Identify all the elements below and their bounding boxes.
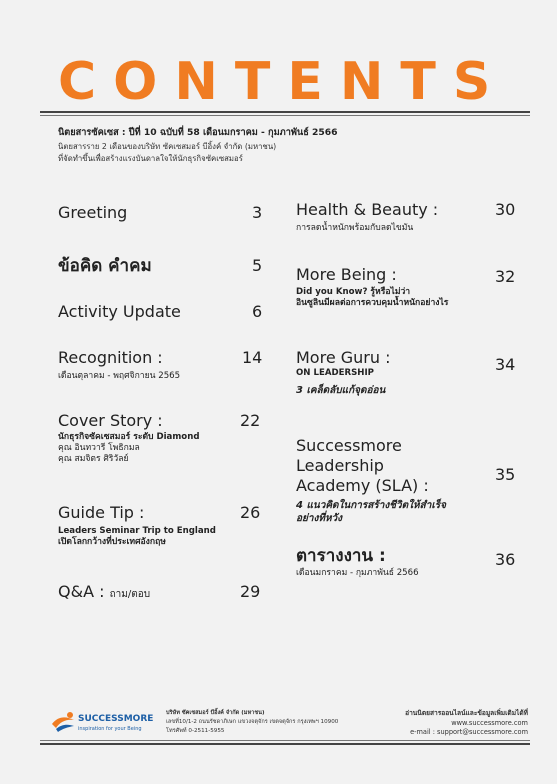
entry-subtitle: อินซูลินมีผลต่อการควบคุมน้ำหนักอย่างไร <box>296 298 449 308</box>
magazine-issue-line: นิตยสารซัคเซส : ปีที่ 10 ฉบับที่ 58 เดือนมกราคม - กุมภาพันธ์ 2566 <box>58 127 338 138</box>
page-number: 36 <box>495 550 516 569</box>
toc-entry-qa[interactable] <box>58 582 150 605</box>
entry-subtitle: คุณ สมจิตร ศิริวัลย์ <box>58 454 129 464</box>
toc-entry-schedule[interactable] <box>296 546 419 579</box>
page-number: 29 <box>240 582 261 601</box>
toc-entry-more-being[interactable] <box>296 265 448 309</box>
entry-title: Cover Story : <box>58 411 163 430</box>
entry-title: Leadership <box>296 456 384 475</box>
page-number: 22 <box>240 411 261 430</box>
company-name: บริษัท ซัคเซสมอร์ บีอิ้งค์ จำกัด (มหาชน) <box>166 710 265 716</box>
entry-title: Q&A : <box>58 582 105 601</box>
page-number: 30 <box>495 200 516 219</box>
toc-entry-thought[interactable] <box>58 256 152 276</box>
entry-subtitle: ON LEADERSHIP <box>296 368 374 378</box>
entry-title: ข้อคิด คำคม <box>58 256 152 276</box>
page-number: 34 <box>495 355 516 374</box>
bottom-divider <box>40 740 530 745</box>
toc-entry-cover-story[interactable] <box>58 411 199 465</box>
page-title: CONTENTS <box>58 52 508 112</box>
page-number: 5 <box>252 256 263 275</box>
page-number: 35 <box>495 465 516 484</box>
toc-entry-more-guru[interactable] <box>296 348 390 397</box>
entry-subtitle: เดือนตุลาคม - พฤศจิกายน 2565 <box>58 371 181 381</box>
entry-subtitle: เดือนมกราคม - กุมภาพันธ์ 2566 <box>296 568 419 578</box>
logo-name: SUCCESSMORE <box>78 714 154 724</box>
entry-subtitle: 4 แนวคิดในการสร้างชีวิตให้สำเร็จ <box>296 500 446 511</box>
page-number: 3 <box>252 203 263 222</box>
toc-entry-guide-tip[interactable] <box>58 503 216 548</box>
toc-entry-activity[interactable] <box>58 302 181 322</box>
online-caption: อ่านนิตยสารออนไลน์และข้อมูลเพิ่มเติมได้ที่ <box>405 709 528 717</box>
entry-subtitle: 3 เคล็ดลับแก้จุดอ่อน <box>296 385 386 396</box>
toc-entry-sla[interactable] <box>296 436 446 525</box>
magazine-description-1: นิตยสารราย 2 เดือนของบริษัท ซัคเซสมอร์ บีอิ้งค์ จำกัด (มหาชน) <box>58 142 277 151</box>
page-number: 26 <box>240 503 261 522</box>
email-link[interactable]: e-mail : support@successmore.com <box>410 728 528 736</box>
toc-entry-health-beauty[interactable] <box>296 200 438 234</box>
entry-title: Greeting <box>58 203 128 222</box>
entry-title: ตารางงาน : <box>296 546 386 566</box>
entry-subtitle: อย่างที่หวัง <box>296 513 343 524</box>
top-divider <box>40 111 530 116</box>
entry-title: Guide Tip : <box>58 503 145 522</box>
toc-entry-greeting[interactable] <box>58 203 127 223</box>
entry-title: Successmore <box>296 436 402 455</box>
entry-subtitle: คุณ อินทวารี โพธิกมล <box>58 443 140 453</box>
entry-title: Activity Update <box>58 302 181 321</box>
entry-title: Health & Beauty : <box>296 200 439 219</box>
page-number: 6 <box>252 302 263 321</box>
entry-title: More Guru : <box>296 348 391 367</box>
entry-title: More Being : <box>296 265 397 284</box>
entry-suffix: ถาม/ตอบ <box>109 589 151 600</box>
entry-subtitle: Leaders Seminar Trip to England <box>58 526 216 536</box>
successmore-logo-icon <box>50 710 76 732</box>
entry-title: Recognition : <box>58 348 163 367</box>
page-number: 14 <box>242 348 263 367</box>
entry-title: Academy (SLA) : <box>296 476 429 495</box>
entry-subtitle: เปิดโลกกว้างที่ประเทศอังกฤษ <box>58 537 166 547</box>
entry-subtitle: Did you Know? รู้หรือไม่ว่า <box>296 287 411 297</box>
company-address: เลขที่10/1-2 ถนนรัชดาภิเษก แขวงจตุจักร เขตจตุจักร กรุงเทพฯ 10900 <box>166 719 339 725</box>
logo-tagline: inspiration for your Being <box>78 726 142 732</box>
company-info <box>166 709 338 736</box>
entry-subtitle: การลดน้ำหนักพร้อมกับลดไขมัน <box>296 223 414 233</box>
company-phone: โทรศัพท์ 0-2511-5955 <box>166 728 225 734</box>
toc-entry-recognition[interactable] <box>58 348 180 382</box>
page-number: 32 <box>495 267 516 286</box>
website-link[interactable]: www.successmore.com <box>451 718 528 727</box>
entry-subtitle: นักธุรกิจซัคเซสมอร์ ระดับ Diamond <box>58 432 200 442</box>
magazine-description-2: ที่จัดทำขึ้นเพื่อสร้างแรงบันดาลใจให้นักธุรกิจซัคเซสมอร์ <box>58 154 243 163</box>
online-info <box>405 709 528 738</box>
